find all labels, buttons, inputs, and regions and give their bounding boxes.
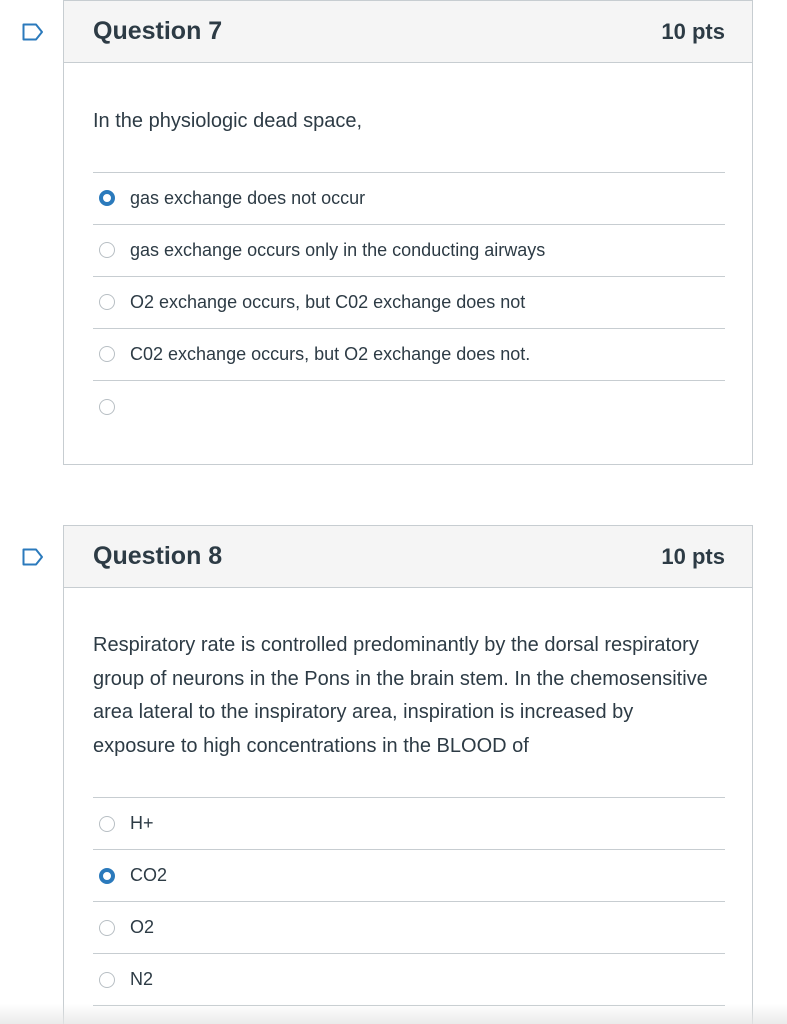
question-header: [64, 526, 752, 588]
answer-option[interactable]: [93, 173, 725, 225]
radio-selected-icon[interactable]: [99, 868, 115, 884]
question-body: [64, 63, 752, 433]
answer-label: CO2: [130, 865, 168, 886]
answer-label: C02 exchange occurs, but O2 exchange does not.: [130, 343, 531, 364]
answer-option[interactable]: [93, 277, 725, 329]
radio-icon[interactable]: [99, 346, 115, 362]
answer-option[interactable]: [93, 381, 725, 433]
answer-option[interactable]: [93, 954, 725, 1006]
radio-icon[interactable]: [99, 920, 115, 936]
answer-option[interactable]: [93, 329, 725, 381]
question-body: [64, 588, 752, 1006]
answer-option[interactable]: [93, 798, 725, 850]
answer-list: [93, 172, 725, 433]
answer-label: O2: [130, 917, 155, 938]
radio-icon[interactable]: [99, 816, 115, 832]
question-title: Question 8: [93, 542, 223, 570]
flag-question-icon[interactable]: [22, 23, 44, 41]
question-text: Respiratory rate is controlled predominantly by the dorsal respiratory group of neurons in the Pons in the brain stem. In the chemosensitive area lateral to the inspiratory area, inspiration is increased by exposure to high concentrations in the BLOOD of: [93, 634, 708, 757]
answer-option[interactable]: [93, 850, 725, 902]
radio-icon[interactable]: [99, 242, 115, 258]
question-title: Question 7: [93, 17, 223, 45]
question-7: [63, 0, 753, 465]
answer-option[interactable]: [93, 902, 725, 954]
radio-icon[interactable]: [99, 972, 115, 988]
answer-label: O2 exchange occurs, but C02 exchange does not: [130, 291, 526, 312]
question-header: [64, 1, 752, 63]
answer-list: [93, 797, 725, 1006]
question-8: [63, 525, 753, 1024]
question-points: 10 pts: [661, 543, 725, 569]
radio-selected-icon[interactable]: [99, 190, 115, 206]
answer-label: H+: [130, 813, 154, 834]
question-text: In the physiologic dead space,: [93, 110, 363, 132]
radio-icon[interactable]: [99, 399, 115, 415]
answer-option[interactable]: [93, 225, 725, 277]
question-points: 10 pts: [661, 18, 725, 44]
answer-label: gas exchange does not occur: [130, 187, 366, 208]
answer-label: gas exchange occurs only in the conducting airways: [130, 239, 546, 260]
radio-icon[interactable]: [99, 294, 115, 310]
flag-question-icon[interactable]: [22, 548, 44, 566]
answer-label: N2: [130, 969, 154, 990]
